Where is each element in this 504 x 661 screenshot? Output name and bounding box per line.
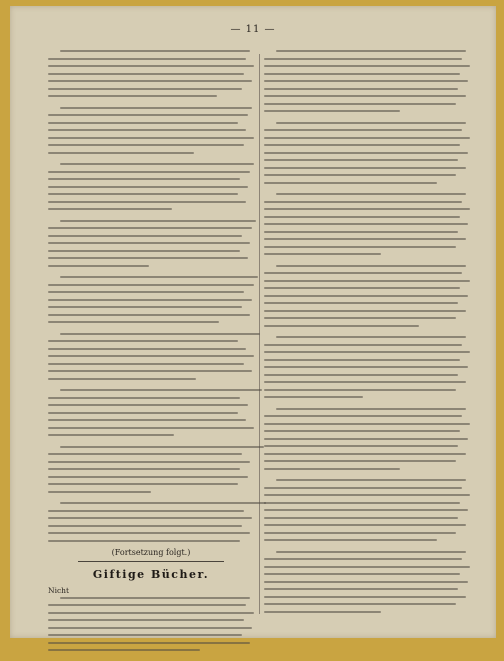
text-line-placeholder [48,193,238,195]
text-line-placeholder [264,174,456,176]
text-line-placeholder [264,238,466,240]
text-line-placeholder [264,110,400,112]
text-line-placeholder [60,220,256,222]
text-line-placeholder [264,231,458,233]
text-line-placeholder [48,540,240,542]
text-line-placeholder [48,201,246,203]
text-line-placeholder [60,446,264,448]
text-line-placeholder [264,129,462,131]
text-line-placeholder [48,321,219,323]
text-line-placeholder [264,73,460,75]
text-line-placeholder [264,144,460,146]
text-line-placeholder [264,58,462,60]
text-line-placeholder [48,208,172,210]
text-line-placeholder [48,434,174,436]
text-line-placeholder [264,287,460,289]
text-line-placeholder [264,167,466,169]
text-line-placeholder [48,619,244,621]
text-line-placeholder [60,107,252,109]
text-line-placeholder [48,242,250,244]
text-line-placeholder [264,430,460,432]
text-line-placeholder [48,80,252,82]
text-line-placeholder [264,152,468,154]
section-separator [78,561,224,562]
text-line-placeholder [264,603,456,605]
text-line-placeholder [48,122,238,124]
text-line-placeholder [48,404,248,406]
text-line-placeholder [48,186,248,188]
section-opening-word: Nicht [48,585,70,595]
text-line-placeholder [264,302,458,304]
text-line-placeholder [48,468,240,470]
text-line-placeholder [48,378,196,380]
text-line-placeholder [48,306,242,308]
text-line-placeholder [48,483,238,485]
text-line-placeholder [48,525,242,527]
text-line-placeholder [48,88,242,90]
text-line-placeholder [264,201,462,203]
text-line-placeholder [264,532,456,534]
text-line-placeholder [48,250,240,252]
text-line-placeholder [264,216,460,218]
right-column [264,50,470,622]
text-line-placeholder [264,88,458,90]
text-line-placeholder [48,144,244,146]
text-line-placeholder [276,479,466,481]
text-line-placeholder [264,208,470,210]
text-line-placeholder [264,539,437,541]
text-line-placeholder [48,642,250,644]
text-line-placeholder [48,65,254,67]
text-line-placeholder [264,80,468,82]
text-line-placeholder [276,336,466,338]
text-line-placeholder [264,423,470,425]
text-line-placeholder [48,265,149,267]
text-line-placeholder [48,476,248,478]
text-line-placeholder [48,129,246,131]
text-line-placeholder [264,359,460,361]
text-line-placeholder [276,193,466,195]
paragraph-gap [264,261,470,265]
text-line-placeholder [60,333,260,335]
paragraph-gap [264,118,470,122]
text-line-placeholder [264,460,456,462]
text-line-placeholder [60,502,266,504]
text-line-placeholder [48,314,250,316]
text-line-placeholder [264,588,458,590]
text-line-placeholder [48,284,254,286]
text-line-placeholder [264,581,468,583]
text-line-placeholder [276,408,466,410]
text-line-placeholder [264,596,466,598]
text-line-placeholder [264,502,460,504]
text-line-placeholder [48,397,240,399]
text-line-placeholder [60,389,262,391]
text-line-placeholder [48,178,240,180]
page-number: — 11 — [230,24,276,35]
text-line-placeholder [264,182,437,184]
text-line-placeholder [276,551,466,553]
text-line-placeholder [48,370,252,372]
text-line-placeholder [264,487,462,489]
text-line-placeholder [48,355,254,357]
text-line-placeholder [48,627,252,629]
paragraph-gap [48,657,254,661]
continuation-note: (Fortsetzung folgt.) [111,547,191,557]
text-line-placeholder [48,461,250,463]
text-line-placeholder [264,494,470,496]
text-line-placeholder [48,510,244,512]
paragraph-gap [48,442,254,446]
text-line-placeholder [264,524,466,526]
text-line-placeholder [264,246,456,248]
text-line-placeholder [264,253,381,255]
paragraph-gap [48,216,254,220]
text-line-placeholder [264,65,470,67]
text-line-placeholder [48,517,252,519]
text-line-placeholder [264,509,468,511]
text-line-placeholder [264,415,462,417]
text-line-placeholder [48,453,242,455]
text-line-placeholder [264,381,466,383]
text-line-placeholder [60,597,250,599]
text-line-placeholder [264,573,460,575]
text-line-placeholder [264,159,458,161]
text-line-placeholder [48,412,238,414]
text-line-placeholder [48,73,244,75]
paragraph-gap [264,547,470,551]
paragraph-gap [48,329,254,333]
paragraph-gap [264,404,470,408]
text-line-placeholder [276,122,466,124]
text-line-placeholder [264,453,466,455]
text-line-placeholder [264,558,462,560]
text-line-placeholder [264,95,466,97]
text-line-placeholder [48,363,244,365]
text-line-placeholder [48,58,246,60]
text-line-placeholder [264,396,363,398]
text-line-placeholder [264,438,468,440]
paragraph-gap [48,103,254,107]
text-line-placeholder [264,295,468,297]
text-line-placeholder [60,50,250,52]
left-column [48,50,254,661]
left-body-text [48,50,254,542]
text-line-placeholder [48,649,200,651]
text-line-placeholder [48,634,242,636]
text-line-placeholder [48,532,250,534]
text-line-placeholder [48,227,252,229]
text-line-placeholder [48,299,252,301]
text-line-placeholder [48,257,248,259]
text-line-placeholder [264,445,458,447]
text-line-placeholder [48,137,254,139]
right-body-text [264,50,470,622]
text-line-placeholder [48,291,244,293]
text-line-placeholder [48,419,246,421]
newspaper-page [10,6,496,638]
text-line-placeholder [48,171,250,173]
text-line-placeholder [276,50,466,52]
paragraph-gap [264,618,470,622]
text-line-placeholder [264,317,456,319]
text-line-placeholder [264,566,470,568]
text-line-placeholder [48,95,217,97]
text-line-placeholder [48,604,246,606]
section-body-text [48,597,254,661]
text-line-placeholder [264,223,468,225]
text-line-placeholder [48,491,151,493]
text-line-placeholder [264,366,468,368]
text-line-placeholder [48,114,248,116]
text-line-placeholder [264,103,456,105]
section-title: Giftige Bücher. [92,567,210,581]
text-line-placeholder [264,280,470,282]
text-line-placeholder [48,348,246,350]
text-line-placeholder [48,427,254,429]
text-line-placeholder [48,340,238,342]
text-line-placeholder [60,276,258,278]
text-line-placeholder [264,351,470,353]
text-line-placeholder [264,374,458,376]
text-line-placeholder [60,163,254,165]
text-line-placeholder [264,517,458,519]
text-line-placeholder [264,611,381,613]
text-line-placeholder [264,389,456,391]
text-line-placeholder [264,344,462,346]
text-line-placeholder [264,310,466,312]
text-line-placeholder [264,272,462,274]
text-line-placeholder [48,152,194,154]
text-line-placeholder [264,137,470,139]
text-line-placeholder [276,265,466,267]
text-line-placeholder [264,325,419,327]
text-line-placeholder [48,612,254,614]
text-line-placeholder [264,468,400,470]
text-line-placeholder [48,235,242,237]
